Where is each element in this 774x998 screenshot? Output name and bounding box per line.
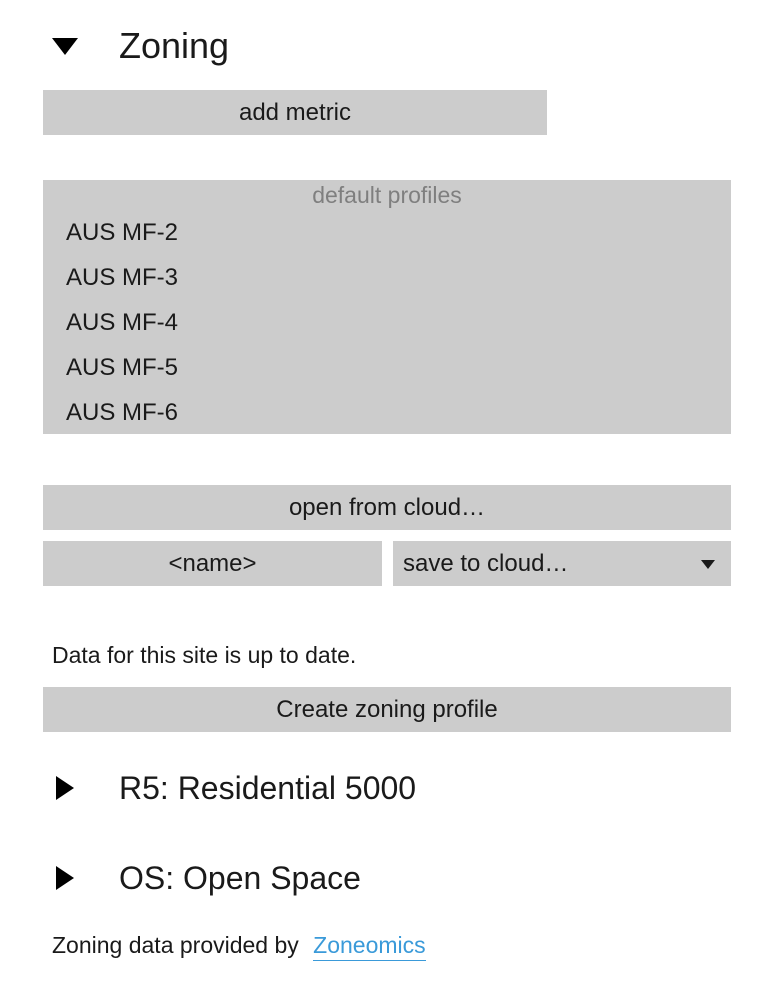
data-attribution [52,930,426,960]
expand-triangle-icon[interactable] [56,866,74,890]
save-to-cloud-label: save to cloud… [403,549,569,577]
status-message: Data for this site is up to date. [52,642,357,668]
profile-item-aus-mf-5[interactable]: AUS MF-5 [66,354,179,381]
zone-row-r5[interactable] [0,762,774,814]
default-profiles-list [43,180,731,434]
zoning-section-header[interactable] [0,0,774,90]
zone-label: OS: Open Space [119,860,361,896]
attribution-prefix: Zoning data provided by [52,932,299,958]
profile-item-aus-mf-2[interactable]: AUS MF-2 [66,219,179,246]
profile-name-field[interactable]: <name> [43,541,382,586]
create-zoning-profile-button[interactable]: Create zoning profile [43,687,731,732]
profile-item-aus-mf-6[interactable]: AUS MF-6 [66,399,179,426]
profile-item-aus-mf-3[interactable]: AUS MF-3 [66,264,179,291]
profiles-list-header: default profiles [312,182,462,208]
profile-item-aus-mf-4[interactable]: AUS MF-4 [66,309,179,336]
section-title: Zoning [119,25,230,66]
zoneomics-link[interactable]: Zoneomics [313,932,425,961]
add-metric-button[interactable]: add metric [43,90,547,135]
zone-row-os[interactable] [0,852,774,904]
save-to-cloud-dropdown[interactable] [393,541,731,586]
chevron-down-icon [701,560,715,569]
collapse-triangle-icon[interactable] [52,38,78,55]
open-from-cloud-button[interactable]: open from cloud… [43,485,731,530]
zone-label: R5: Residential 5000 [119,770,417,806]
expand-triangle-icon[interactable] [56,776,74,800]
